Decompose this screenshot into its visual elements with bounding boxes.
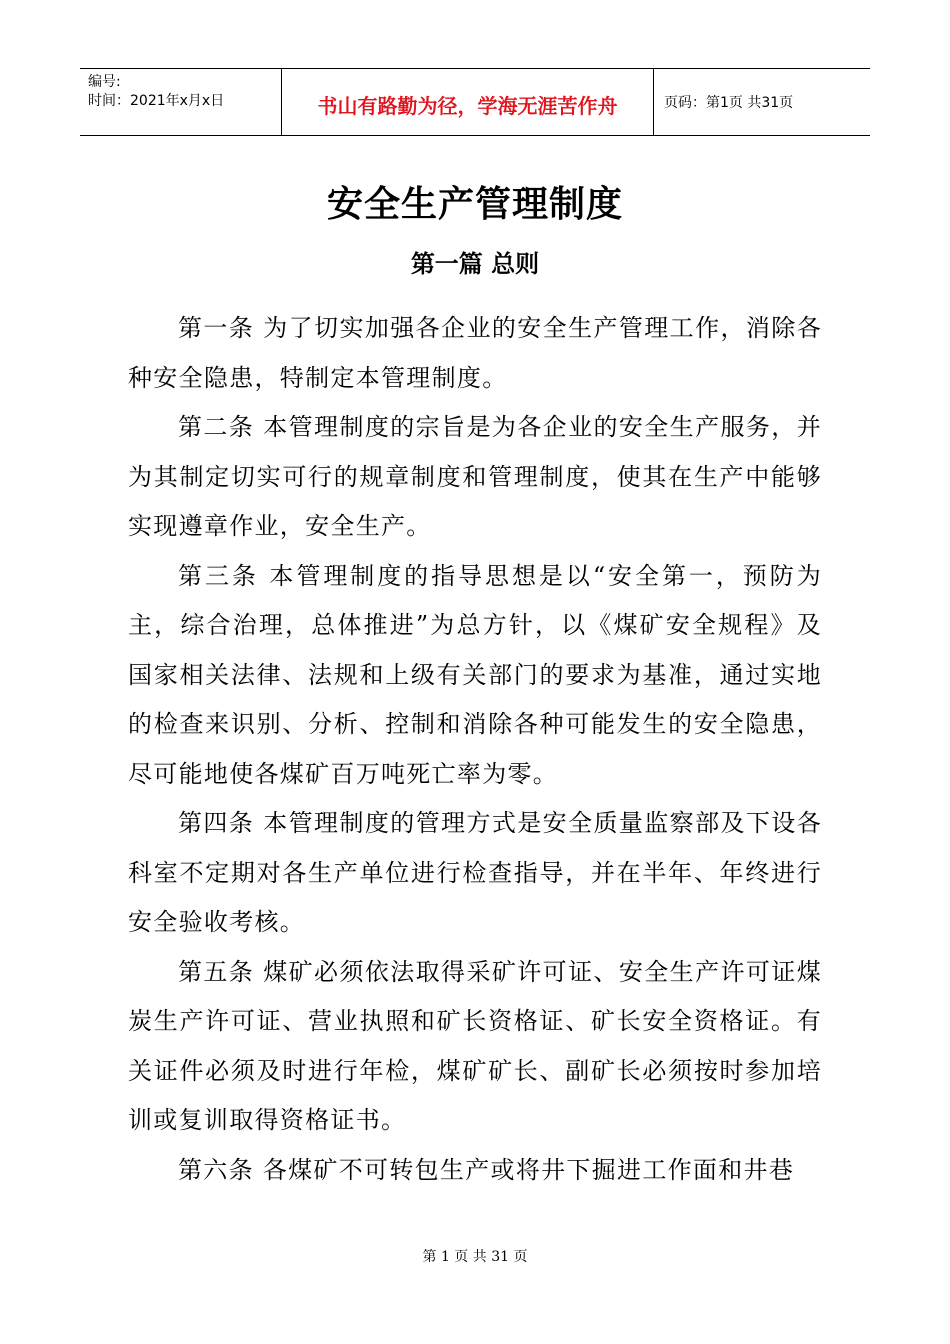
article-1: 第一条 为了切实加强各企业的安全生产管理工作，消除各种安全隐患，特制定本管理制度。	[128, 314, 822, 392]
part-title: 第一篇 总则	[410, 249, 540, 278]
article-4: 第四条 本管理制度的管理方式是安全质量监察部及下设各科室不定期对各生产单位进行检查指导，并在半年、年终进行安全验收考核。	[128, 809, 822, 936]
article-6: 第六条 各煤矿不可转包生产或将井下掘进工作面和井巷	[178, 1155, 795, 1184]
header-meta-cell	[80, 69, 282, 135]
document-title: 安全生产管理制度	[326, 183, 623, 225]
header-page-label: 页码：第1页 共31页	[664, 95, 794, 111]
document-number-label: 编号:	[88, 74, 121, 90]
header-motto-cell	[282, 69, 654, 135]
page-footer: 第 1 页 共 31 页	[422, 1249, 528, 1265]
document-body	[128, 304, 822, 1195]
article-5: 第五条 煤矿必须依法取得采矿许可证、安全生产许可证煤炭生产许可证、营业执照和矿长资格证、矿长安全资格证。有关证件必须及时进行年检，煤矿矿长、副矿长必须按时参加培训或复训取得资格证书。	[128, 957, 822, 1134]
header-page-cell	[654, 69, 870, 135]
article-2: 第二条 本管理制度的宗旨是为各企业的安全生产服务，并为其制定切实可行的规章制度和管理制度，使其在生产中能够实现遵章作业，安全生产。	[128, 413, 822, 540]
header-motto: 书山有路勤为径，学海无涯苦作舟	[317, 93, 618, 118]
article-3: 第三条 本管理制度的指导思想是以“安全第一，预防为主，综合治理，总体推进”为总方针，以《煤矿安全规程》及国家相关法律、法规和上级有关部门的要求为基准，通过实地的检查来识别、分析、控制和消除各种可能发生的安全隐患，尽可能地使各煤矿百万吨死亡率为零。	[128, 561, 822, 788]
header-table	[80, 68, 870, 136]
document-time-label: 时间：2021年x月x日	[88, 93, 225, 109]
